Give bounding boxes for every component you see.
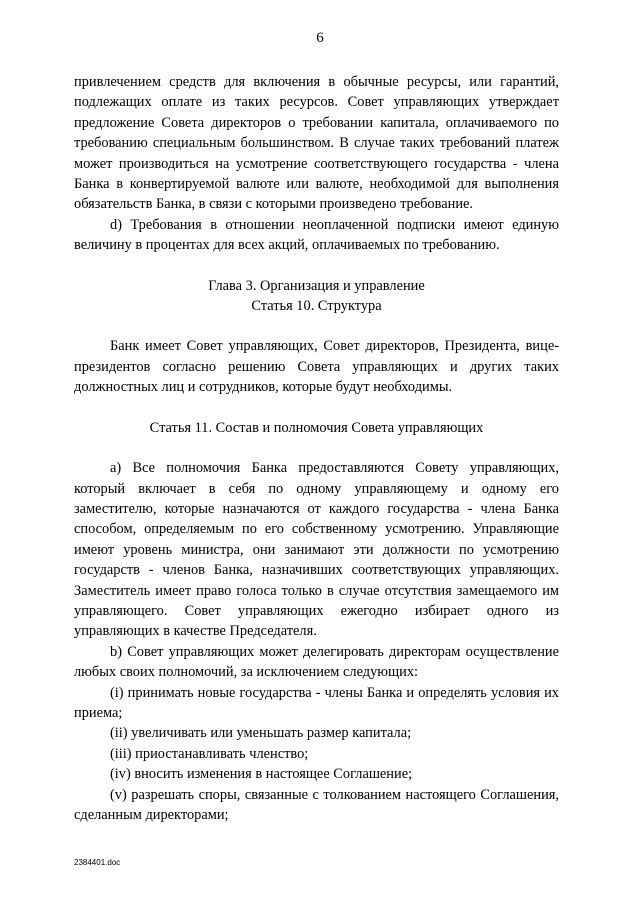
list-item-iv: (iv) вносить изменения в настоящее Соглашение; (110, 766, 413, 783)
list-item-iii: (iii) приостанавливать членство; (110, 745, 309, 762)
article-10-text: Банк имеет Совет управляющих, Совет директоров, Президента, вице-президентов согласно решению Совета управляющих и других таких должностных лиц и сотрудников, которые будут необходимы. (74, 338, 559, 396)
paragraph-continuation: привлечением средств для включения в обычные ресурсы, или гарантий, подлежащих оплате из таких ресурсов. Совет управляющих утверждает предложение Совета директоров о требовании капитала, оплачиваемого по требованию специальным большинством. В случае таких требований платеж может производиться на усмотрение соответствующего государства - члена Банка в конвертируемой валюте или валюте, необходимой для выполнения обязательств Банка, в связи с которыми произведено требование. (74, 74, 559, 213)
article-11-paragraph-a: a) Все полномочия Банка предоставляются Совету управляющих, который включает в себя по одному управляющему и одному его заместителю, которые назначаются от каждого государства - члена Банка способом, определяемым по его собственному усмотрению. Управляющие имеют уровень министра, они занимают эти должности по усмотрению государств - членов Банка, назначивших соответствующих управляющих. Заместитель имеет право голоса только в случае отсутствия замещаемого им управляющего. Совет управляющих ежегодно избирает одного из управляющих в качестве Председателя. (74, 460, 559, 640)
footer-filename: 2384401.doc (74, 858, 121, 867)
paragraph-d: d) Требования в отношении неоплаченной подписки имеют единую величину в процентах для всех акций, оплачиваемых по требованию. (74, 216, 559, 254)
document-body (74, 72, 559, 825)
list-item-ii: (ii) увеличивать или уменьшать размер капитала; (110, 725, 412, 742)
list-item-i: (i) принимать новые государства - члены Банка и определять условия их приема; (74, 684, 559, 721)
article-11-paragraph-b: b) Совет управляющих может делегировать директорам осуществление любых своих полномочий, за исключением следующих: (74, 643, 559, 681)
article-10-heading: Статья 10. Структура (251, 298, 382, 315)
list-item-v: (v) разрешать споры, связанные с толкованием настоящего Соглашения, сделанным директорами; (74, 786, 559, 823)
page-number: 6 (316, 30, 324, 46)
chapter-heading: Глава 3. Организация и управление (208, 277, 425, 294)
article-11-heading: Статья 11. Состав и полномочия Совета управляющих (149, 419, 484, 436)
